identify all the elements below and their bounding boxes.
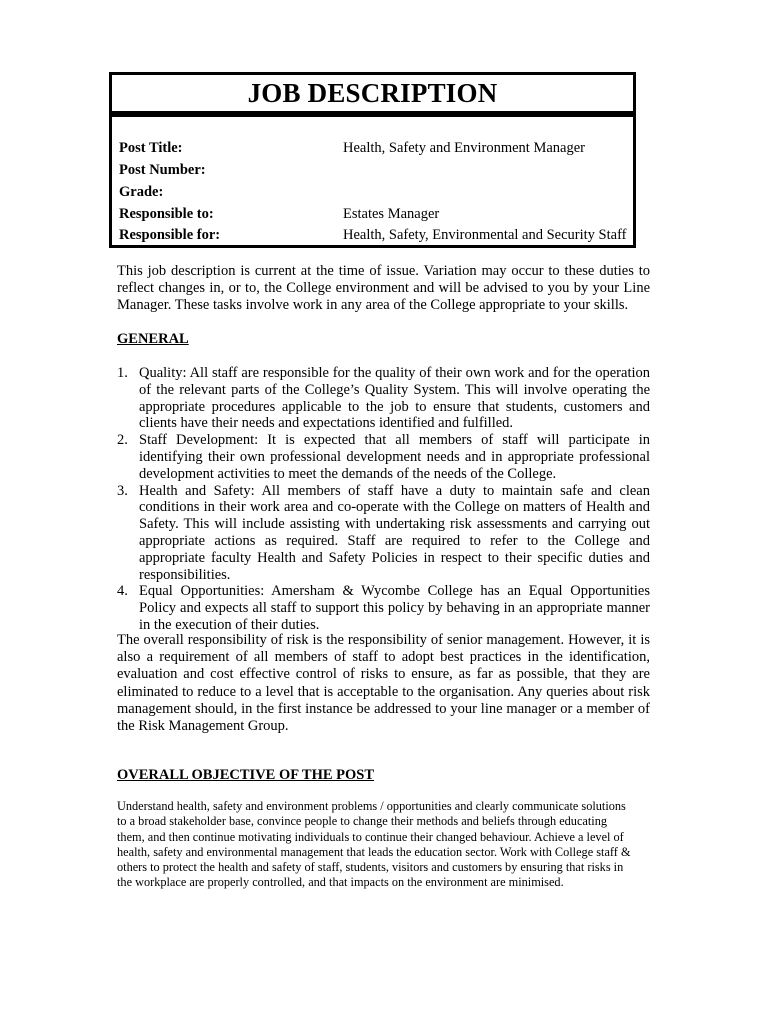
- info-value: Estates Manager: [343, 206, 440, 222]
- list-text: Equal Opportunities: Amersham & Wycombe College has an Equal Opportunities Policy and expects all staff to support this policy by behaving in an appropriate manner in the execution of their duties.: [139, 583, 650, 633]
- list-item: [117, 365, 650, 432]
- objective-paragraph: Understand health, safety and environment problems / opportunities and clearly communicate solutions to a broad stakeholder base, convince people to change their methods and beliefs through educating them, and then continue motivating individuals to continue their changed behaviour. Achieve a level of health, safety and environmental management that leads the education sector. Work with College staff & others to protect the health and safety of staff, students, visitors and customers by ensuring that risks in the workplace are properly controlled, and that impacts on the environment are minimised.: [117, 799, 631, 890]
- general-heading: GENERAL: [117, 331, 189, 347]
- title-box: [109, 72, 636, 114]
- info-label: Responsible to:: [119, 206, 214, 222]
- list-number: 4.: [117, 583, 128, 600]
- list-item: [117, 432, 650, 482]
- info-label: Responsible for:: [119, 227, 221, 243]
- document-title: JOB DESCRIPTION: [247, 77, 498, 108]
- info-label: Grade:: [119, 184, 164, 200]
- list-item: [117, 583, 650, 633]
- list-item: [117, 483, 650, 584]
- risk-paragraph: The overall responsibility of risk is the responsibility of senior management. However, it is also a requirement of all members of staff to adopt best practices in the identification, evaluation and cost effective control of risks to ensure, as far as possible, that they are eliminated to reduce to a level that is acceptable to the organisation. Any queries about risk management should, in the first instance be addressed to your line manager or a member of the Risk Management Group.: [117, 632, 650, 735]
- info-row-post-title: [119, 140, 629, 162]
- info-row-post-number: [119, 162, 629, 184]
- list-text: Staff Development: It is expected that all members of staff will participate in identifying their own professional development needs and in appropriate professional development activities to meet the demands of the needs of the College.: [139, 432, 650, 482]
- list-number: 2.: [117, 432, 128, 449]
- info-value: Health, Safety and Environment Manager: [343, 140, 585, 156]
- info-row-responsible-for: [119, 227, 629, 249]
- info-row-responsible-to: [119, 206, 629, 228]
- info-row-grade: [119, 184, 629, 206]
- info-value: Health, Safety, Environmental and Security Staff: [343, 227, 627, 243]
- post-info-table: [109, 114, 636, 248]
- list-text: Quality: All staff are responsible for the quality of their own work and for the operation of the relevant parts of the College’s Quality System. This will involve operating the appropriate procedures applicable to the job to ensure that students, customers and clients have their needs and expectations identified and fulfilled.: [139, 365, 650, 432]
- intro-paragraph: This job description is current at the time of issue. Variation may occur to these duties to reflect changes in, or to, the College environment and will be advised to you by your Line Manager. These tasks involve work in any area of the College appropriate to your skills.: [117, 263, 650, 314]
- info-label: Post Title:: [119, 140, 183, 156]
- list-number: 3.: [117, 482, 128, 499]
- objective-heading: OVERALL OBJECTIVE OF THE POST: [117, 767, 375, 783]
- list-text: Health and Safety: All members of staff have a duty to maintain safe and clean conditions in their work area and co-operate with the College on matters of Health and Safety. This will include assisting with undertaking risk assessments and carrying out appropriate actions as required. Staff are required to refer to the College and appropriate faculty Health and Safety Policies in respect to their specific duties and responsibilities.: [139, 482, 650, 583]
- duties-list: [117, 365, 650, 634]
- list-number: 1.: [117, 365, 128, 381]
- info-label: Post Number:: [119, 162, 206, 178]
